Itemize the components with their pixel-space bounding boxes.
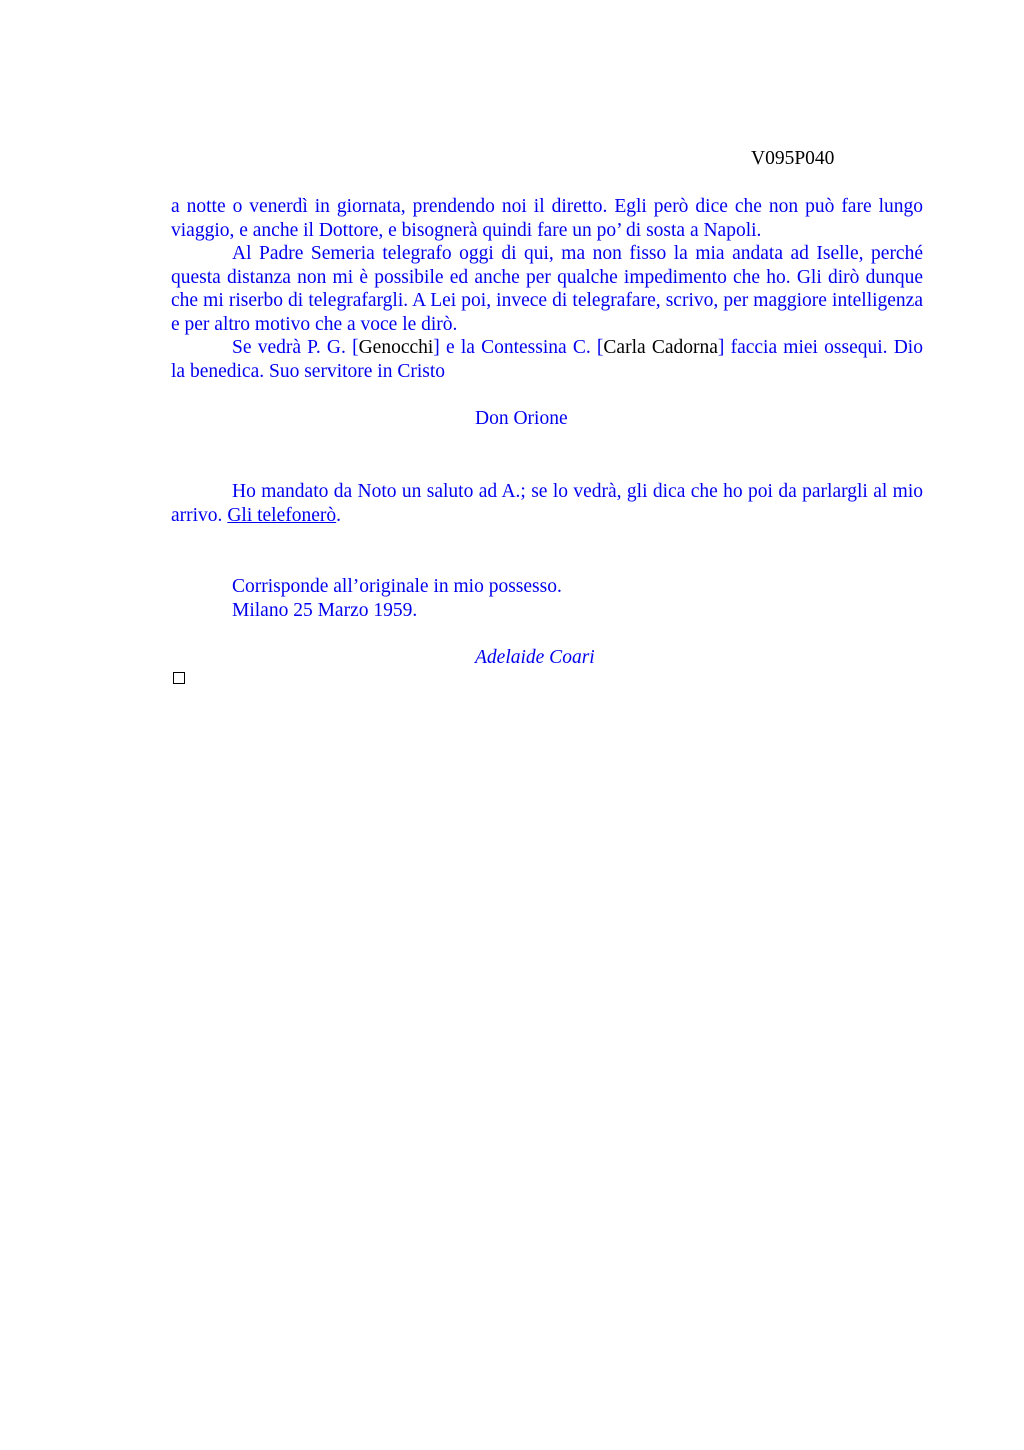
certification-line-2: Milano 25 Marzo 1959. <box>232 599 418 621</box>
paragraph-3-part-3: ] faccia miei ossequi. Dio la benedica. Suo servitore in Cristo <box>171 337 923 382</box>
editorial-name-genocchi: Genocchi <box>358 337 434 358</box>
certification-line-1: Corrisponde all’originale in mio possesso. <box>232 576 562 597</box>
certification <box>171 575 923 622</box>
empty-checkbox-icon <box>173 672 185 684</box>
editorial-name-carla-cadorna: Carla Cadorna <box>603 337 718 358</box>
signature: Don Orione <box>475 408 568 429</box>
postscript-paragraph <box>171 480 923 527</box>
paragraph-2: Al Padre Semeria telegrafo oggi di qui, ma non fisso la mia andata ad Iselle, perché questa distanza non mi è possibile ed anche per qualche impedimento che ho. Gli dirò dunque che mi riserbo di telegrafargli. A Lei poi, invece di telegrafare, scrivo, per maggiore intelligenza e per altro motivo che a voce le dirò. <box>171 243 923 335</box>
paragraph-3 <box>171 336 923 383</box>
postscript-text: Ho mandato da Noto un saluto ad A.; se lo vedrà, gli dica che ho poi da parlargli al mio arrivo. <box>171 481 923 526</box>
certification-signer: Adelaide Coari <box>475 647 595 668</box>
postscript <box>171 480 923 527</box>
paragraph-1: a notte o venerdì in giornata, prendendo noi il diretto. Egli però dice che non può fare lungo viaggio, e anche il Dottore, e bisognerà quindi fare un po’ di sosta a Napoli. <box>171 196 923 241</box>
postscript-end: . <box>336 504 342 526</box>
reference-code: V095P040 <box>751 148 835 169</box>
paragraph-3-part-1: Se vedrà P. G. [ <box>232 337 359 358</box>
paragraph-3-part-2: ] e la Contessina C. [ <box>433 337 604 358</box>
postscript-underlined: Gli telefonerò <box>227 504 337 526</box>
letter-body <box>171 195 923 383</box>
